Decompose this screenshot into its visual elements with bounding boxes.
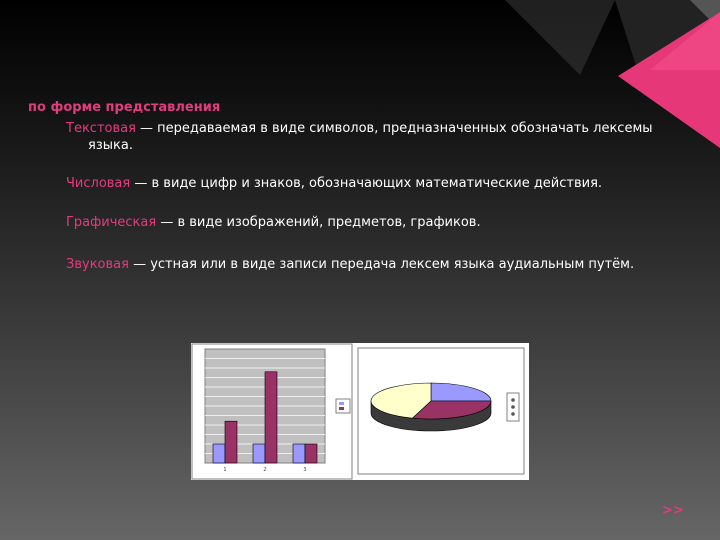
term-text-desc-wrap: языка. <box>88 138 133 153</box>
x-tick-1: 1 <box>223 467 227 473</box>
term-text-desc: — передаваемая в виде символов, предназначенных обозначать лексемы <box>135 121 653 136</box>
pie-3d <box>371 383 491 431</box>
bar-legend-swatch-1 <box>339 402 344 405</box>
list-item-text <box>66 120 666 154</box>
term-text: Текстовая <box>66 121 136 136</box>
bar-s1-c3 <box>293 444 305 463</box>
term-number-desc: — в виде цифр и знаков, обозначающих математические действия. <box>130 176 603 191</box>
x-tick-3: 3 <box>303 467 307 473</box>
term-sound-desc: — устная или в виде записи передача лексем языка аудиальным путём. <box>128 257 635 272</box>
bar-s1-c1 <box>213 444 225 463</box>
term-number: Числовая <box>66 176 131 191</box>
list-item-graphic <box>66 214 666 231</box>
term-graphic-desc: — в виде изображений, предметов, графиков. <box>156 215 481 230</box>
pie-legend-swatch-1 <box>511 398 515 402</box>
pie-legend-swatch-2 <box>511 405 515 409</box>
shard-dark-left <box>505 0 615 75</box>
slide-heading: по форме представления <box>28 100 221 115</box>
bar-s1-c2 <box>253 444 265 463</box>
bar-s2-c1 <box>225 421 237 463</box>
term-sound: Звуковая <box>66 257 129 272</box>
bar-legend-box <box>336 399 350 413</box>
list-item-number <box>66 175 666 192</box>
bar-s2-c2 <box>265 372 277 463</box>
x-tick-2: 2 <box>263 467 267 473</box>
bar-s2-c3 <box>305 444 317 463</box>
chart-figure <box>191 343 529 480</box>
charts-svg <box>191 343 529 480</box>
list-item-sound <box>66 256 666 273</box>
term-graphic: Графическая <box>66 215 157 230</box>
bar-legend-swatch-2 <box>339 407 344 410</box>
next-slide-link[interactable]: >> <box>662 503 684 518</box>
pie-legend-swatch-3 <box>511 412 515 416</box>
